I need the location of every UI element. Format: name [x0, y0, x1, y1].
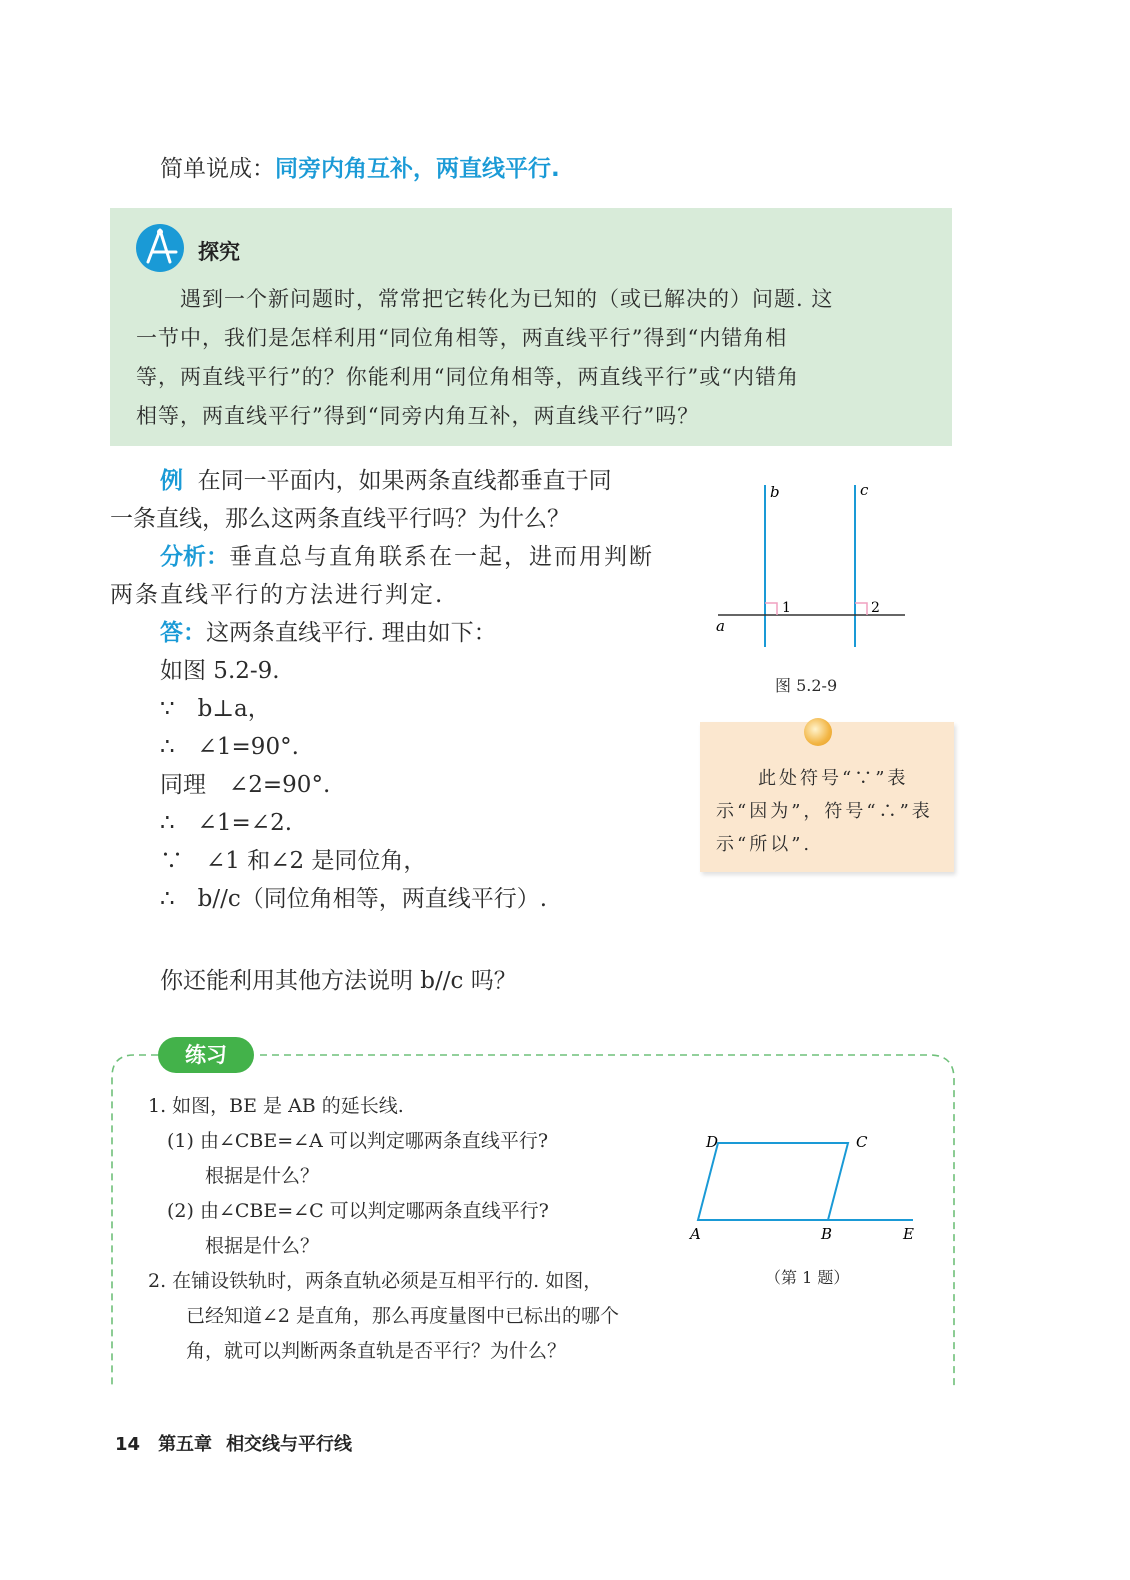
label-angle-1: 1 — [782, 600, 791, 616]
practice-line: (1) 由∠CBE=∠A 可以判定哪两条直线平行? — [148, 1130, 549, 1152]
practice-box — [110, 1037, 956, 1387]
label-D: D — [706, 1133, 719, 1151]
practice-line: (2) 由∠CBE=∠C 可以判定哪两条直线平行? — [148, 1200, 549, 1222]
explore-line: 遇到一个新问题时，常常把它转化为已知的（或已解决的）问题. 这 — [136, 287, 834, 311]
practice-line: 已经知道∠2 是直角，那么再度量图中已标出的哪个 — [148, 1305, 620, 1327]
example-line-1 — [160, 462, 612, 500]
chapter-number: 第五章 — [158, 1434, 213, 1455]
followup-question: 你还能利用其他方法说明 b//c 吗？ — [160, 968, 517, 994]
practice-figure-caption: （第 1 题） — [765, 1268, 850, 1287]
summary-prefix: 简单说成： — [160, 156, 275, 182]
label-c: c — [860, 481, 869, 499]
figure-parallelogram — [688, 1125, 928, 1245]
proof-step: ∵ b⊥a， — [160, 696, 271, 722]
proof-step: 同理 ∠2=90°. — [160, 772, 331, 798]
label-b: b — [770, 483, 780, 501]
analysis-line-2: 两条直线平行的方法进行判定. — [110, 582, 445, 608]
right-angle-mark-1 — [765, 603, 777, 615]
answer-line — [160, 614, 497, 652]
label-B: B — [821, 1225, 833, 1243]
proof-step: 如图 5.2-9. — [160, 658, 280, 684]
proof-step: ∴ ∠1=90°. — [160, 734, 299, 760]
label-C: C — [856, 1133, 868, 1151]
explore-line: 一节中，我们是怎样利用“同位角相等，两直线平行”得到“内错角相 — [136, 326, 788, 350]
pushpin-icon — [804, 718, 832, 746]
explore-line: 相等，两直线平行”得到“同旁内角互补，两直线平行”吗？ — [136, 404, 700, 428]
practice-line: 根据是什么？ — [148, 1235, 320, 1257]
label-a: a — [716, 617, 725, 635]
compass-icon — [134, 222, 186, 274]
analysis-text-1: 垂直总与直角联系在一起，进而用判断 — [229, 544, 654, 570]
chapter-title: 相交线与平行线 — [226, 1434, 353, 1455]
label-angle-2: 2 — [871, 600, 880, 616]
proof-step: ∵ ∠1 和∠2 是同位角， — [160, 848, 427, 874]
example-text-1: 在同一平面内，如果两条直线都垂直于同 — [197, 468, 612, 494]
answer-label: 答： — [160, 620, 206, 646]
sticky-note — [700, 722, 954, 872]
page-footer — [115, 1430, 352, 1456]
figure-parallel-lines — [700, 475, 920, 665]
label-E: E — [903, 1225, 914, 1243]
example-label: 例 — [160, 468, 183, 494]
example-block — [110, 462, 680, 932]
summary-line — [160, 150, 560, 183]
right-angle-mark-2 — [855, 603, 867, 615]
practice-tab: 练习 — [158, 1037, 254, 1073]
explore-box — [110, 208, 952, 446]
explore-line: 等，两直线平行”的？你能利用“同位角相等，两直线平行”或“内错角 — [136, 365, 799, 389]
example-line-2: 一条直线，那么这两条直线平行吗？为什么？ — [110, 506, 570, 532]
analysis-line-1 — [160, 538, 654, 576]
practice-line: 2. 在铺设铁轨时，两条直轨必须是互相平行的. 如图， — [148, 1270, 603, 1292]
proof-step: ∴ b//c（同位角相等，两直线平行）. — [160, 886, 548, 912]
explore-title: 探究 — [198, 240, 240, 264]
parallelogram-abcd — [698, 1143, 848, 1220]
proof-step: ∴ ∠1=∠2. — [160, 810, 293, 836]
summary-highlight: 同旁内角互补，两直线平行. — [275, 156, 560, 182]
practice-line: 1. 如图，BE 是 AB 的延长线. — [148, 1095, 404, 1117]
note-text: 此处符号“∵”表示“因为”，符号“∴”表示“所以”. — [716, 768, 933, 855]
practice-line: 根据是什么？ — [148, 1165, 320, 1187]
figure-caption: 图 5.2-9 — [775, 676, 838, 695]
practice-line: 角，就可以判断两条直轨是否平行？为什么？ — [148, 1340, 567, 1362]
page-number: 14 — [115, 1434, 141, 1455]
answer-text: 这两条直线平行. 理由如下： — [206, 620, 497, 646]
label-A: A — [690, 1225, 701, 1243]
analysis-label: 分析： — [160, 544, 229, 570]
